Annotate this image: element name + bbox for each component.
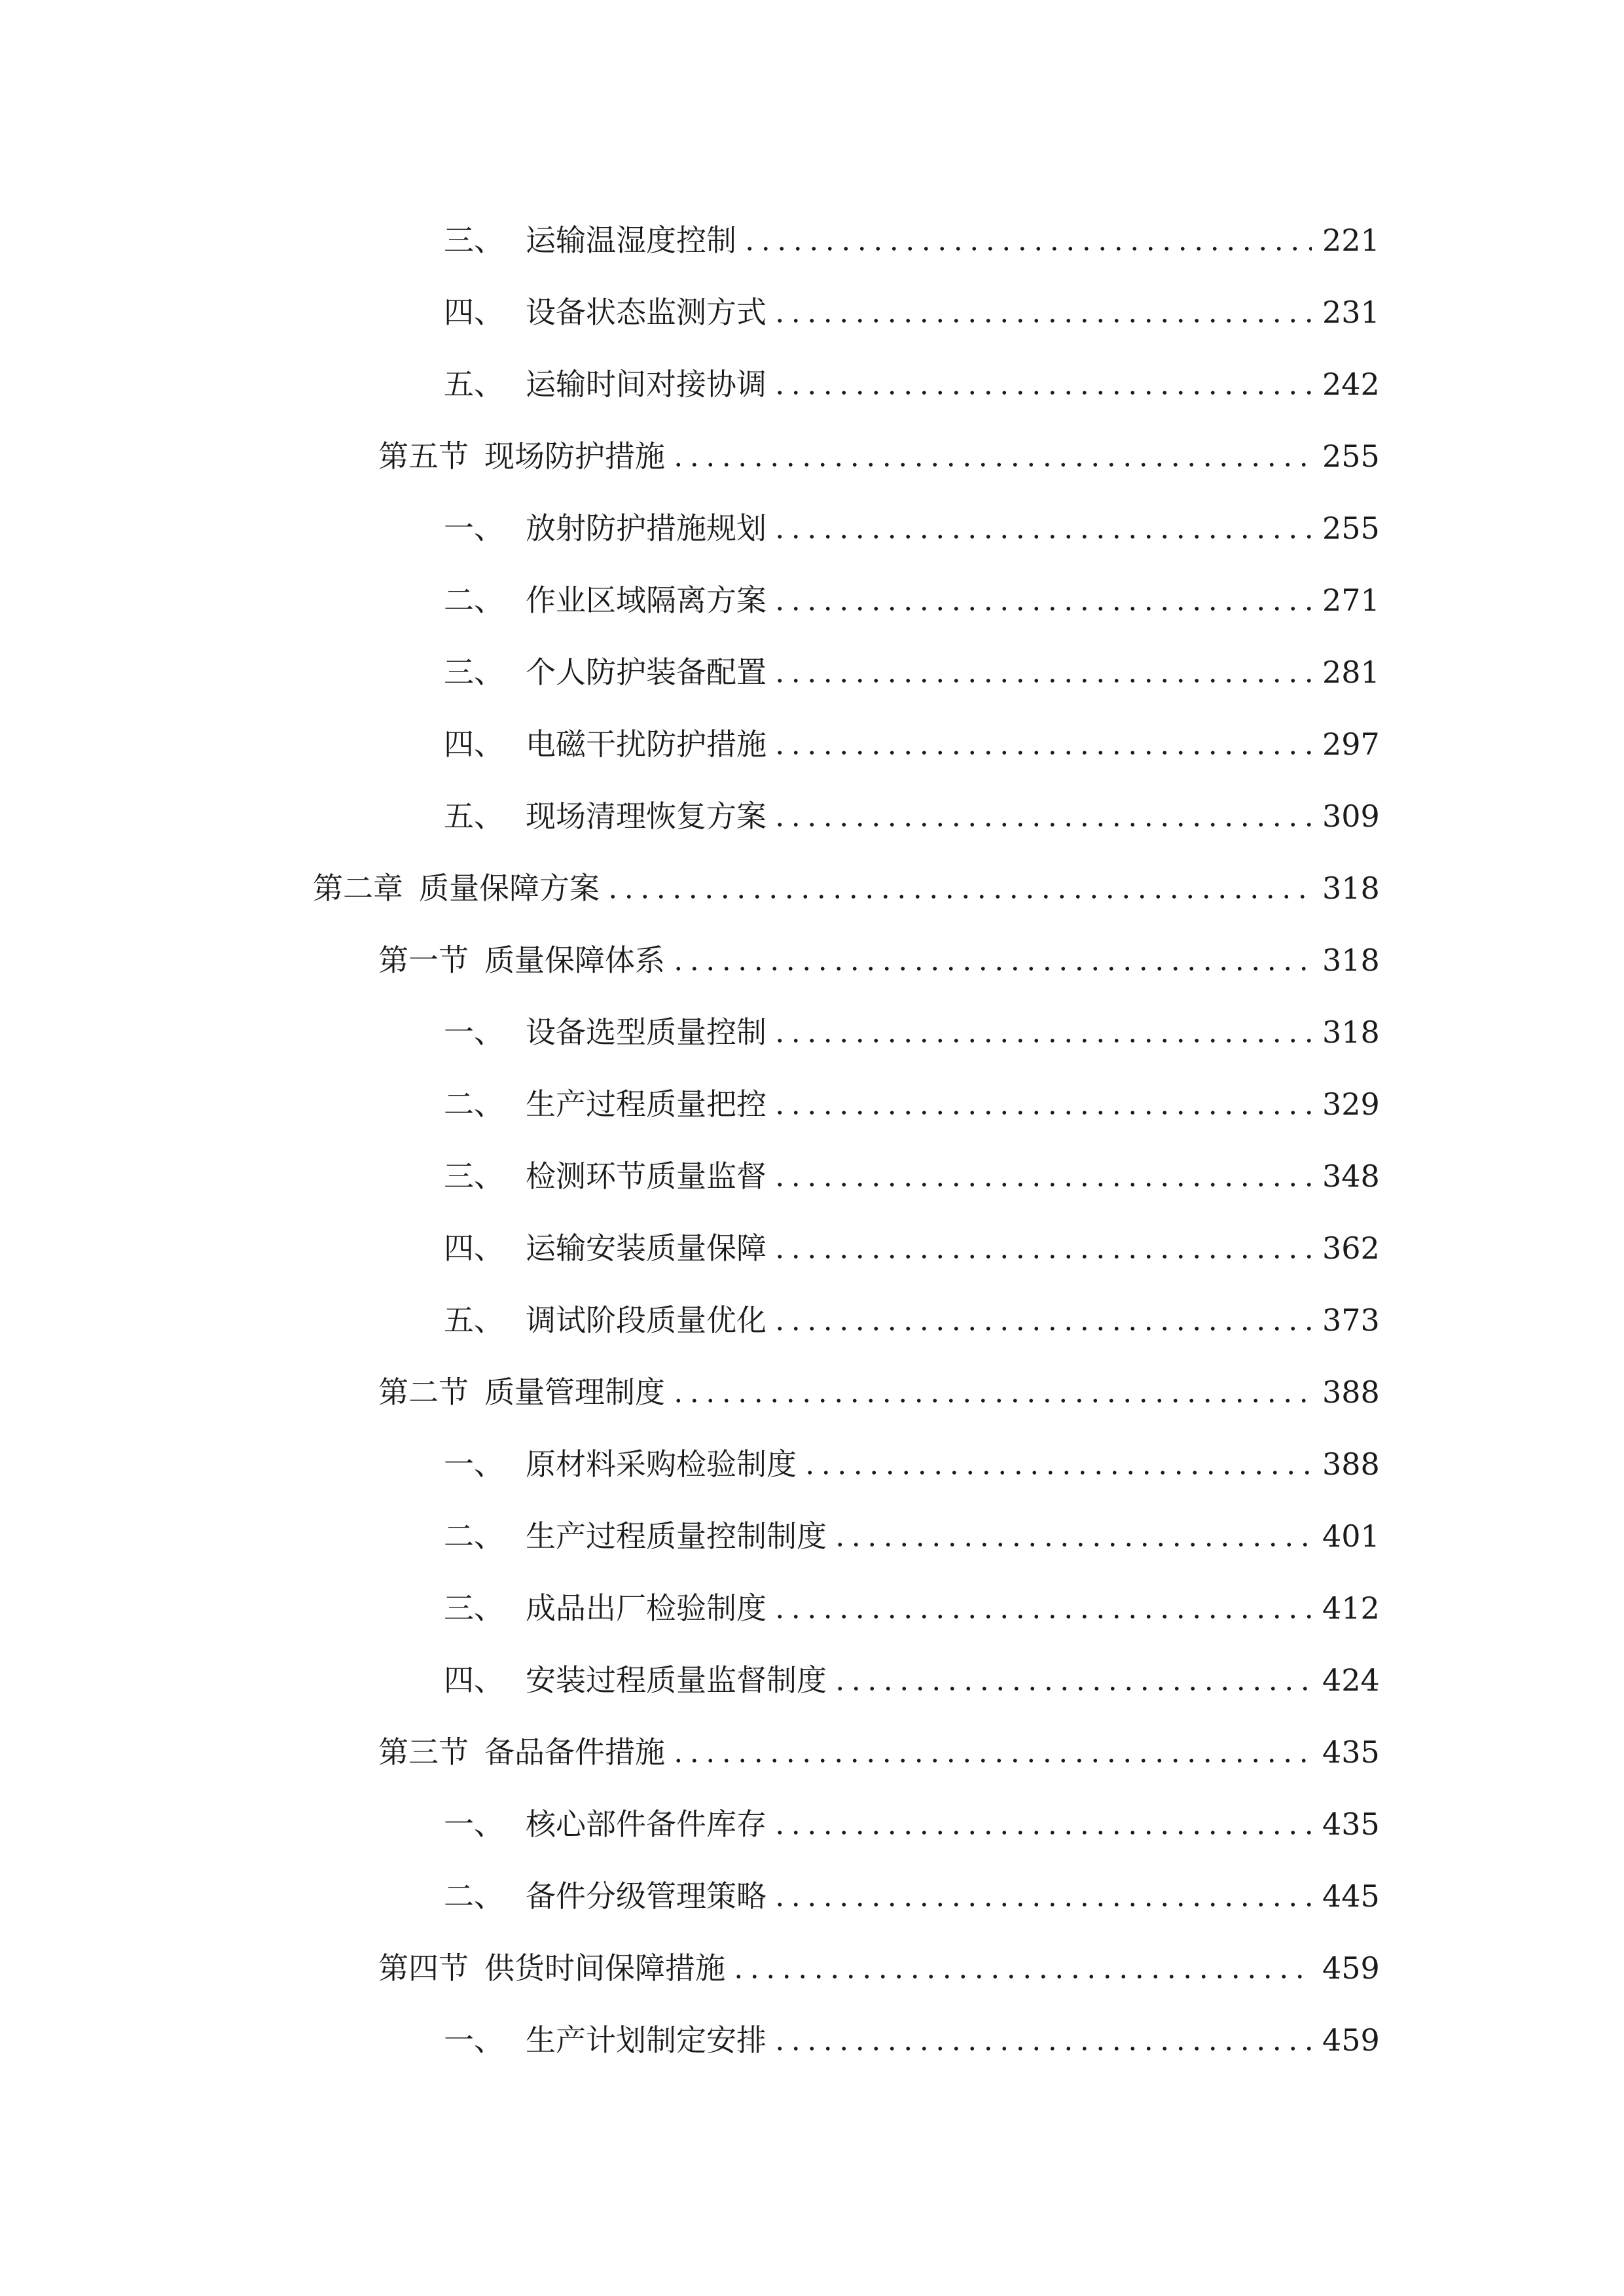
dot-leader — [832, 1686, 1312, 1691]
toc-entry-title: 现场清理恢复方案 — [526, 798, 767, 834]
dot-leader — [772, 1182, 1312, 1187]
toc-entry-number: 二、 — [444, 1878, 504, 1914]
toc-entry-title: 核心部件备件库存 — [526, 1806, 767, 1842]
toc-entry-number: 四、 — [444, 1662, 504, 1698]
toc-page-number: 373 — [1322, 1302, 1380, 1338]
toc-entry-number: 二、 — [444, 583, 504, 618]
toc-entry[interactable] — [444, 1211, 1380, 1266]
toc-entry-number: 一、 — [444, 511, 504, 546]
toc-entry-title: 运输安装质量保障 — [526, 1230, 767, 1266]
toc-entry[interactable] — [444, 2003, 1380, 2058]
toc-entry[interactable] — [444, 995, 1380, 1050]
toc-entry-number: 二、 — [444, 1518, 504, 1554]
toc-entry-title: 备品备件措施 — [484, 1734, 665, 1770]
toc-entry-number: 一、 — [444, 1806, 504, 1842]
toc-entry-section[interactable] — [378, 419, 1380, 474]
toc-entry[interactable] — [444, 1283, 1380, 1338]
dot-leader — [772, 1902, 1312, 1907]
dot-leader — [670, 966, 1312, 971]
dot-leader — [772, 750, 1312, 755]
toc-entry-number: 一、 — [444, 2022, 504, 2058]
toc-entry[interactable] — [444, 1571, 1380, 1626]
toc-entry-title: 个人防护装备配置 — [526, 655, 767, 690]
toc-page-number: 329 — [1322, 1086, 1380, 1122]
toc-entry-title: 生产过程质量控制制度 — [526, 1518, 827, 1554]
dot-leader — [670, 462, 1312, 467]
toc-entry-number: 四、 — [444, 295, 504, 330]
toc-entry-title: 质量管理制度 — [484, 1374, 665, 1410]
toc-page-number: 435 — [1322, 1734, 1380, 1770]
toc-page-number: 255 — [1322, 511, 1380, 546]
toc-entry-title: 质量保障方案 — [419, 870, 600, 906]
toc-entry-title: 生产计划制定安排 — [526, 2022, 767, 2058]
toc-entry-number: 四、 — [444, 1230, 504, 1266]
toc-entry-title: 生产过程质量把控 — [526, 1086, 767, 1122]
toc-entry-chapter[interactable] — [313, 851, 1380, 906]
toc-entry-title: 检测环节质量监督 — [526, 1158, 767, 1194]
toc-entry[interactable] — [444, 1859, 1380, 1914]
toc-entry-section[interactable] — [378, 1931, 1380, 1986]
dot-leader — [772, 606, 1312, 611]
toc-entry-number: 第三节 — [378, 1734, 469, 1770]
toc-entry[interactable] — [444, 779, 1380, 834]
toc-entry[interactable] — [444, 1643, 1380, 1698]
toc-page-number: 401 — [1322, 1518, 1380, 1554]
toc-entry-title: 供货时间保障措施 — [484, 1950, 725, 1986]
dot-leader — [605, 894, 1312, 899]
toc-page-number: 424 — [1322, 1662, 1380, 1698]
toc-entry-number: 一、 — [444, 1014, 504, 1050]
toc-entry-number: 五、 — [444, 798, 504, 834]
toc-entry-number: 三、 — [444, 1158, 504, 1194]
dot-leader — [772, 534, 1312, 539]
toc-page-number: 388 — [1322, 1374, 1380, 1410]
dot-leader — [731, 1974, 1312, 1979]
toc-entry-title: 电磁干扰防护措施 — [526, 726, 767, 762]
toc-entry-number: 第二章 — [313, 870, 403, 906]
toc-entry[interactable] — [444, 275, 1380, 330]
dot-leader — [772, 1830, 1312, 1835]
toc-entry-title: 运输温湿度控制 — [526, 223, 736, 258]
toc-page-number: 318 — [1322, 1014, 1380, 1050]
toc-entry-title: 设备选型质量控制 — [526, 1014, 767, 1050]
dot-leader — [772, 678, 1312, 683]
toc-entry-title: 成品出厂检验制度 — [526, 1590, 767, 1626]
toc-entry-number: 二、 — [444, 1086, 504, 1122]
toc-entry-title: 质量保障体系 — [484, 942, 665, 978]
toc-entry[interactable] — [444, 1427, 1380, 1482]
toc-page-number: 221 — [1322, 223, 1380, 258]
dot-leader — [772, 390, 1312, 395]
toc-entry[interactable] — [444, 491, 1380, 546]
toc-page-number: 388 — [1322, 1446, 1380, 1482]
toc-entry-title: 原材料采购检验制度 — [526, 1446, 797, 1482]
toc-entry-section[interactable] — [378, 1355, 1380, 1410]
toc-entry-section[interactable] — [378, 1715, 1380, 1770]
toc-entry[interactable] — [444, 1067, 1380, 1122]
toc-entry-number: 三、 — [444, 223, 504, 258]
toc-entry-number: 第一节 — [378, 942, 469, 978]
dot-leader — [772, 2046, 1312, 2051]
toc-page-number: 231 — [1322, 295, 1380, 330]
toc-page-number: 412 — [1322, 1590, 1380, 1626]
dot-leader — [772, 318, 1312, 323]
dot-leader — [832, 1542, 1312, 1547]
toc-page-number: 459 — [1322, 1950, 1380, 1986]
toc-entry-title: 设备状态监测方式 — [526, 295, 767, 330]
toc-entry-number: 第四节 — [378, 1950, 469, 1986]
toc-entry[interactable] — [444, 707, 1380, 762]
toc-page-number: 281 — [1322, 655, 1380, 690]
toc-entry-number: 三、 — [444, 1590, 504, 1626]
toc-page-number: 318 — [1322, 942, 1380, 978]
toc-entry[interactable] — [444, 347, 1380, 402]
toc-entry-title: 调试阶段质量优化 — [526, 1302, 767, 1338]
dot-leader — [772, 822, 1312, 827]
toc-entry[interactable] — [444, 1787, 1380, 1842]
toc-entry-title: 作业区域隔离方案 — [526, 583, 767, 618]
toc-entry-number: 四、 — [444, 726, 504, 762]
toc-entry[interactable] — [444, 1499, 1380, 1554]
dot-leader — [742, 246, 1312, 251]
toc-entry[interactable] — [444, 635, 1380, 690]
toc-entry-section[interactable] — [378, 923, 1380, 978]
toc-page-number: 297 — [1322, 726, 1380, 762]
toc-page-number: 362 — [1322, 1230, 1380, 1266]
toc-entry[interactable] — [444, 203, 1380, 258]
toc-page-number: 255 — [1322, 439, 1380, 474]
dot-leader — [670, 1398, 1312, 1403]
toc-entry-title: 安装过程质量监督制度 — [526, 1662, 827, 1698]
toc-entry-title: 备件分级管理策略 — [526, 1878, 767, 1914]
toc-page-number: 309 — [1322, 798, 1380, 834]
toc-entry-number: 一、 — [444, 1446, 504, 1482]
dot-leader — [670, 1758, 1312, 1763]
toc-page-number: 445 — [1322, 1878, 1380, 1914]
toc-entry[interactable] — [444, 563, 1380, 618]
dot-leader — [772, 1614, 1312, 1619]
toc-page-number: 348 — [1322, 1158, 1380, 1194]
dot-leader — [802, 1470, 1312, 1475]
toc-entry-title: 放射防护措施规划 — [526, 511, 767, 546]
toc-page-number: 459 — [1322, 2022, 1380, 2058]
toc-page-number: 271 — [1322, 583, 1380, 618]
toc-entry[interactable] — [444, 1139, 1380, 1194]
toc-entry-number: 第二节 — [378, 1374, 469, 1410]
toc-entry-title: 现场防护措施 — [484, 439, 665, 474]
toc-page-number: 242 — [1322, 367, 1380, 402]
toc-entry-number: 五、 — [444, 367, 504, 402]
toc-entry-title: 运输时间对接协调 — [526, 367, 767, 402]
toc-entry-number: 三、 — [444, 655, 504, 690]
dot-leader — [772, 1326, 1312, 1331]
toc-entry-number: 五、 — [444, 1302, 504, 1338]
dot-leader — [772, 1038, 1312, 1043]
toc-page-number: 435 — [1322, 1806, 1380, 1842]
dot-leader — [772, 1254, 1312, 1259]
dot-leader — [772, 1110, 1312, 1115]
toc-entry-number: 第五节 — [378, 439, 469, 474]
toc-page-number: 318 — [1322, 870, 1380, 906]
